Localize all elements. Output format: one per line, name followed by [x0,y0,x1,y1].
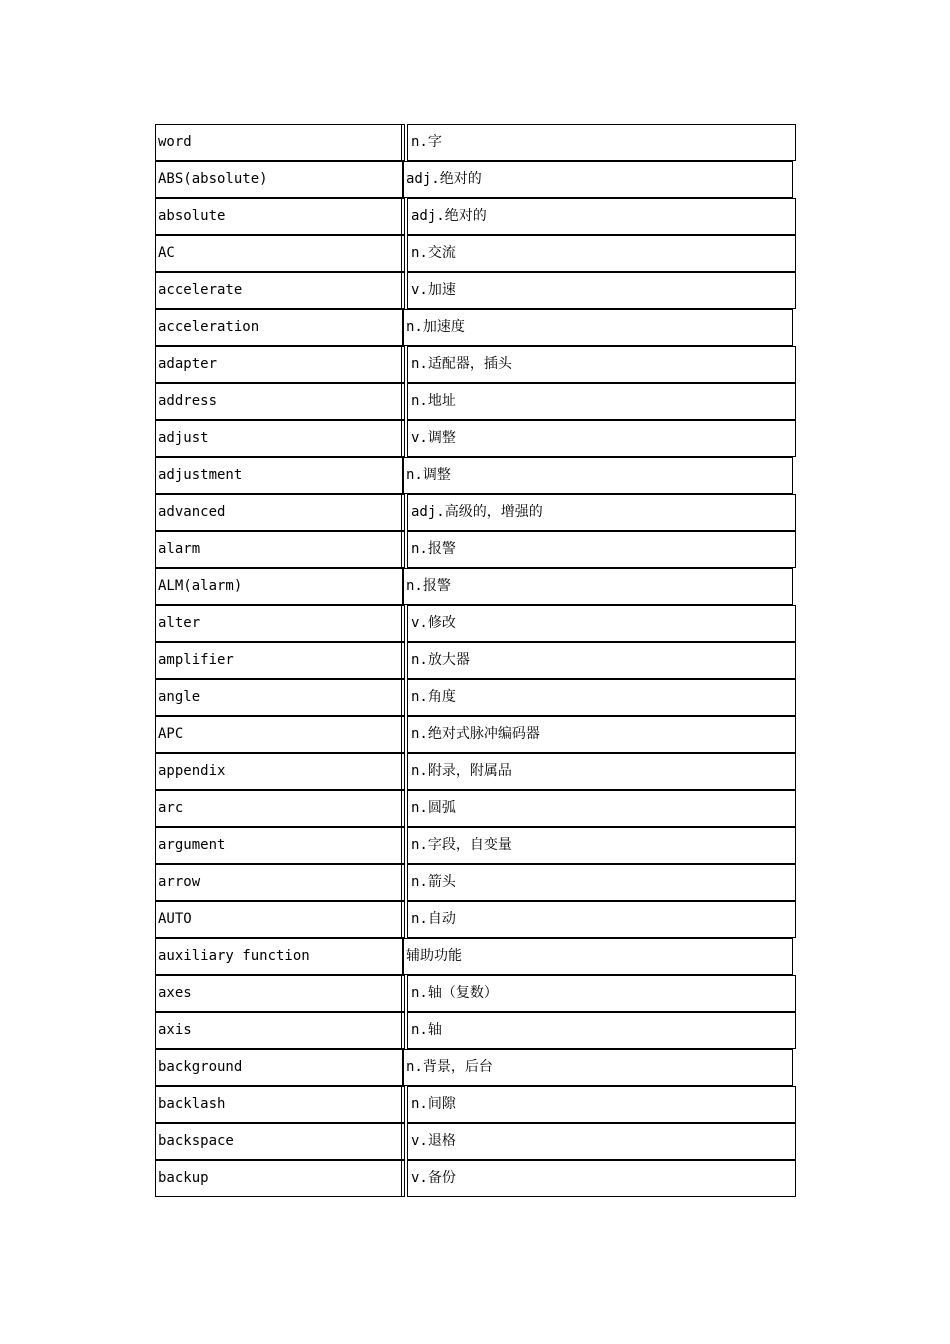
definition-cell: v.修改 [407,605,796,642]
term-cell: absolute [155,198,405,235]
definition-cell: v.备份 [407,1160,796,1197]
table-row [155,198,796,235]
definition-cell: n.箭头 [407,864,796,901]
term-cell: word [155,124,405,161]
table-row [155,494,796,531]
term-cell: argument [155,827,405,864]
definition-cell: n.适配器，插头 [407,346,796,383]
term-cell: backspace [155,1123,405,1160]
term-cell: address [155,383,405,420]
definition-cell: adj.高级的，增强的 [407,494,796,531]
glossary-table [155,124,796,1197]
table-row [155,642,796,679]
table-row [155,901,796,938]
term-cell: APC [155,716,405,753]
table-row [155,716,796,753]
definition-cell: adj.绝对的 [407,198,796,235]
definition-cell: n.字 [407,124,796,161]
definition-cell: n.间隙 [407,1086,796,1123]
table-row [155,1049,796,1086]
table-row [155,679,796,716]
definition-cell: n.放大器 [407,642,796,679]
table-row [155,420,796,457]
table-row [155,235,796,272]
term-cell: angle [155,679,405,716]
table-row [155,531,796,568]
definition-cell: n.地址 [407,383,796,420]
definition-cell: n.轴 [407,1012,796,1049]
definition-cell: n.背景，后台 [403,1049,793,1086]
table-row [155,864,796,901]
definition-cell: n.圆弧 [407,790,796,827]
definition-cell: n.角度 [407,679,796,716]
definition-cell: v.加速 [407,272,796,309]
table-row [155,753,796,790]
term-cell: ALM(alarm) [155,568,403,605]
definition-cell: n.报警 [403,568,793,605]
term-cell: arrow [155,864,405,901]
term-cell: backlash [155,1086,405,1123]
definition-cell: n.轴（复数） [407,975,796,1012]
table-row [155,1123,796,1160]
definition-cell: n.绝对式脉冲编码器 [407,716,796,753]
definition-cell: n.附录，附属品 [407,753,796,790]
term-cell: backup [155,1160,405,1197]
definition-cell: n.加速度 [403,309,793,346]
term-cell: axis [155,1012,405,1049]
definition-cell: n.报警 [407,531,796,568]
table-row [155,309,796,346]
definition-cell: n.调整 [403,457,793,494]
definition-cell: n.字段，自变量 [407,827,796,864]
definition-cell: v.调整 [407,420,796,457]
term-cell: accelerate [155,272,405,309]
table-row [155,346,796,383]
table-row [155,272,796,309]
table-row [155,975,796,1012]
term-cell: adjust [155,420,405,457]
table-row [155,1160,796,1197]
table-row [155,568,796,605]
table-row [155,938,796,975]
term-cell: alter [155,605,405,642]
table-row [155,383,796,420]
term-cell: ABS(absolute) [155,161,403,198]
definition-cell: 辅助功能 [403,938,793,975]
table-row [155,605,796,642]
definition-cell: adj.绝对的 [403,161,793,198]
definition-cell: v.退格 [407,1123,796,1160]
term-cell: alarm [155,531,405,568]
term-cell: background [155,1049,403,1086]
term-cell: AUTO [155,901,405,938]
table-row [155,457,796,494]
term-cell: amplifier [155,642,405,679]
table-row [155,1012,796,1049]
table-row [155,161,796,198]
term-cell: advanced [155,494,405,531]
table-row [155,827,796,864]
term-cell: AC [155,235,405,272]
table-row [155,790,796,827]
term-cell: adapter [155,346,405,383]
term-cell: axes [155,975,405,1012]
definition-cell: n.自动 [407,901,796,938]
term-cell: adjustment [155,457,403,494]
term-cell: acceleration [155,309,403,346]
term-cell: auxiliary function [155,938,403,975]
term-cell: appendix [155,753,405,790]
table-row [155,124,796,161]
term-cell: arc [155,790,405,827]
table-row [155,1086,796,1123]
definition-cell: n.交流 [407,235,796,272]
